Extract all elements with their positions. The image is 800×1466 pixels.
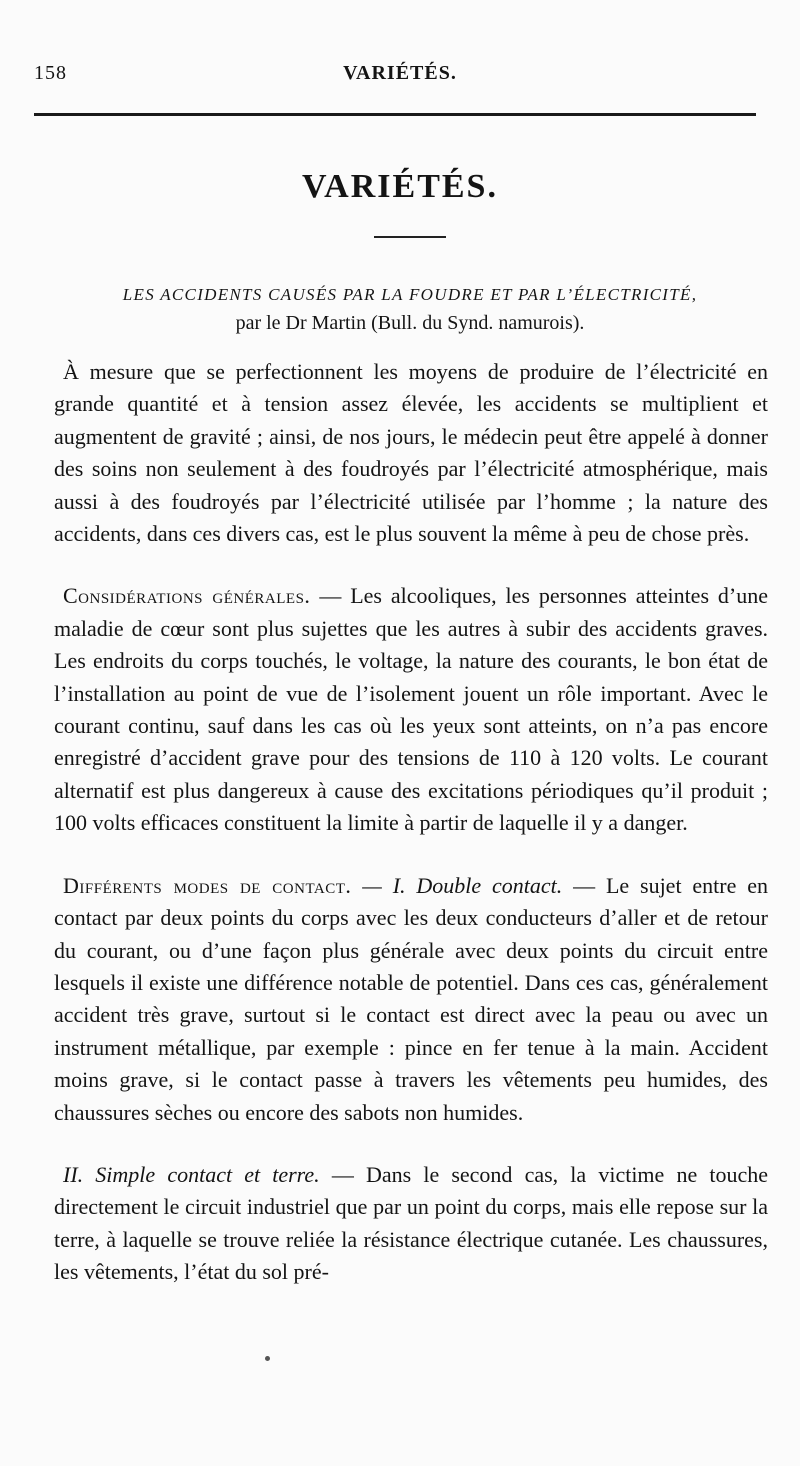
subheading-double-contact: — I. Double contact. [351, 872, 563, 898]
paragraph-text: — Le sujet entre en contact par deux points du corps avec les deux conducteurs d’aller et de retour du courant, ou d’une façon plus générale avec deux points du circuit entre lesquels il existe une différence notable de potentiel. Dans ces cas, généralement accident très grave, surtout si le contact est direct avec la peau ou avec un instrument métallique, par exemple : pince en fer tenue à la main. Accident moins grave, si le contact passe à travers les vêtements peu humides, des chaussures sèches ou encore des sabots non humides. [54, 872, 768, 1125]
running-head [34, 62, 766, 92]
header-rule [34, 113, 756, 116]
article-body [54, 356, 768, 1289]
subheading-simple-contact: II. Simple contact et terre. [63, 1161, 320, 1187]
paragraph-lead: Différents modes de contact. [63, 872, 352, 898]
title-divider [374, 236, 446, 238]
article-byline: par le Dr Martin (Bull. du Synd. namurois). [235, 312, 585, 334]
paragraph-intro [54, 356, 768, 550]
paragraph-simple-contact [54, 1159, 768, 1289]
paragraph-text: — Les alcooliques, les personnes atteintes d’une maladie de cœur sont plus sujettes que les autres à subir des accidents graves. Les endroits du corps touchés, le voltage, la nature des courants, le bon état de l’installation au point de vue de l’isolement jouent un rôle important. Avec le courant continu, sauf dans les cas où les yeux sont atteints, on n’a pas encore enregistré d’accident grave pour des tensions de 110 à 120 volts. Le courant alternatif est plus dangereux à cause des excitations périodiques qu’il produit ; 100 volts efficaces constituent la limite à partir de laquelle il y a danger. [54, 583, 768, 836]
ink-speck [265, 1356, 270, 1361]
paragraph-text: — Dans le second cas, la victime ne touche directement le circuit industriel que par un point du corps, mais elle repose sur la terre, à laquelle se trouve reliée la résistance électrique cutanée. Les chaussures, les vêtements, l’état du sol pré- [54, 1161, 768, 1285]
article-title: LES ACCIDENTS CAUSÉS PAR LA FOUDRE ET PAR L’ÉLECTRICITÉ, [122, 285, 698, 304]
paragraph-lead: Considérations générales. [63, 583, 311, 609]
paragraph-contact-modes [54, 870, 768, 1129]
paragraph-intro-text: À mesure que se perfectionnent les moyens de produire de l’électricité en grande quantité et à tension assez élevée, les accidents se multiplient et augmentent de gravité ; ainsi, de nos jours, le médecin peut être appelé à donner des soins non seulement à des foudroyés par l’électricité atmosphérique, mais aussi à des foudroyés par l’électricité utilisée par l’homme ; la nature des accidents, dans ces divers cas, est le plus souvent la même à peu de chose près. [54, 359, 768, 547]
page-number: 158 [34, 62, 67, 84]
running-title: VARIÉTÉS. [343, 62, 457, 84]
section-title: VARIÉTÉS. [302, 168, 498, 205]
paragraph-general-considerations [54, 580, 768, 839]
